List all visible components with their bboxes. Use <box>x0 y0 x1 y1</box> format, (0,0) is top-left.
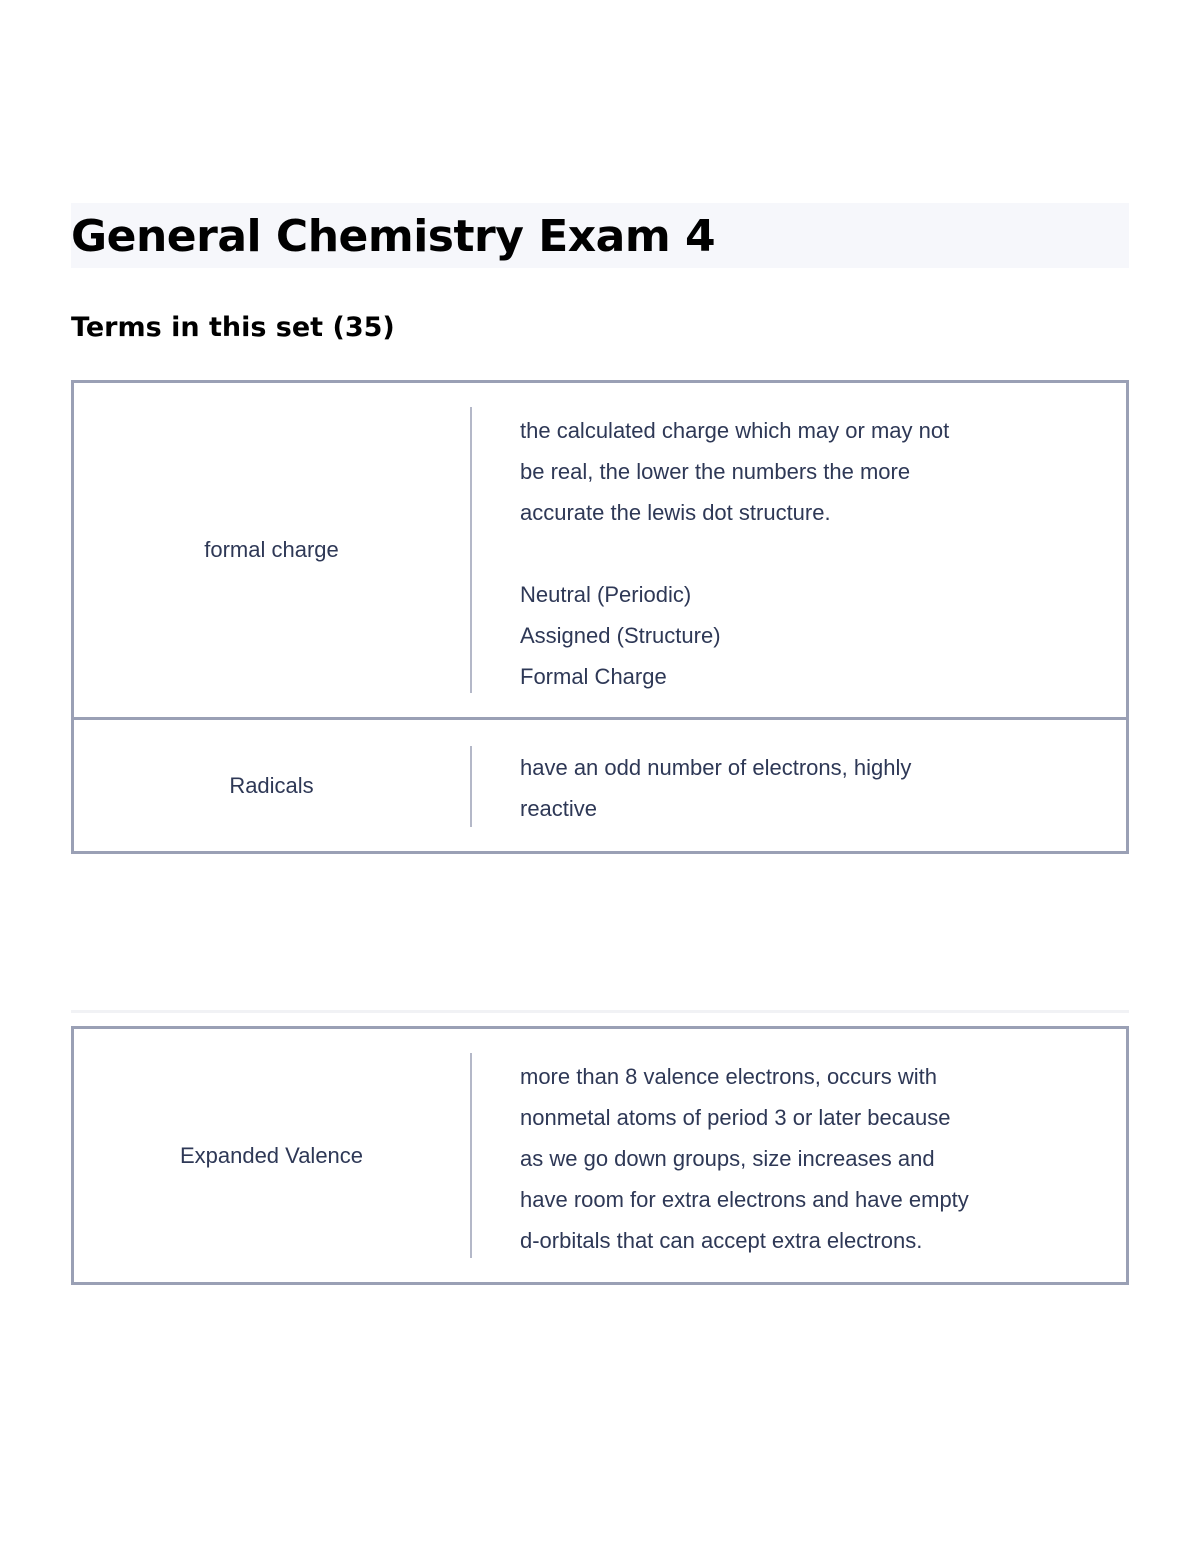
flashcard-expanded-valence <box>71 1026 1129 1285</box>
terms-count-heading: Terms in this set (35) <box>71 312 395 343</box>
card-definition: the calculated charge which may or may not be real, the lower the numbers the more accurate the lewis dot structure. Neutral (Periodic) Assigned (Structure) Formal Charge <box>520 418 950 689</box>
card-definition: have an odd number of electrons, highly reactive <box>520 755 912 821</box>
card-term: Radicals <box>229 772 314 798</box>
card-divider <box>470 746 472 827</box>
card-term: formal charge <box>204 537 339 562</box>
card-divider <box>470 407 472 693</box>
card-definition: more than 8 valence electrons, occurs with nonmetal atoms of period 3 or later because as we go down groups, size increases and have room for extra electrons and have empty d-orbitals that can accept extra electrons. <box>520 1064 969 1253</box>
page-separator <box>71 1010 1129 1013</box>
card-divider <box>470 1053 472 1258</box>
card-term: Expanded Valence <box>179 1142 364 1168</box>
flashcard-formal-charge <box>71 380 1129 720</box>
flashcard-radicals <box>71 717 1129 854</box>
page-title: General Chemistry Exam 4 <box>71 211 716 262</box>
